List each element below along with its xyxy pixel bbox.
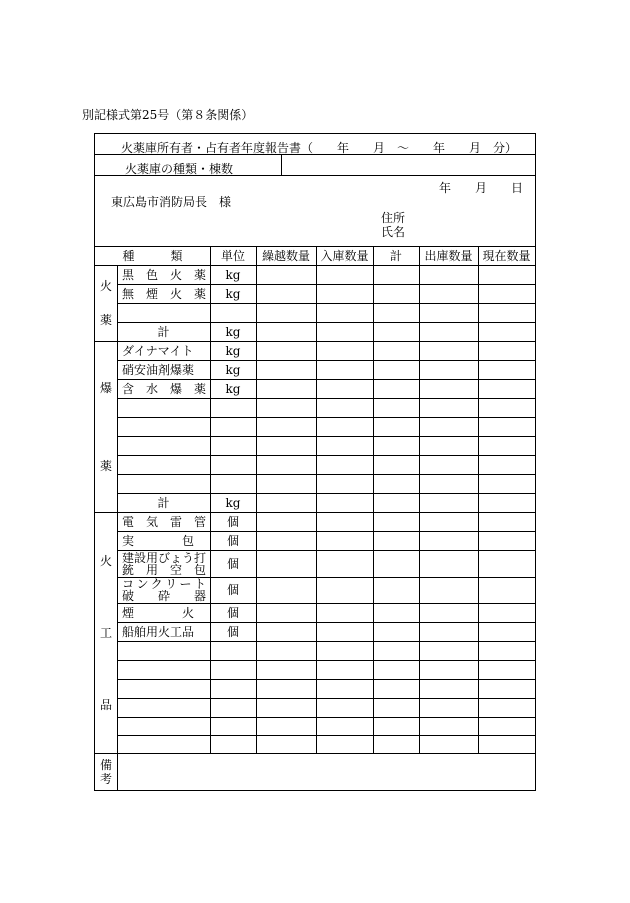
item-name: ダイナマイト: [122, 343, 194, 358]
item-unit: kg: [225, 343, 241, 358]
col-header-unit: 単位: [220, 248, 245, 263]
item-name: 黒 色 火 薬: [122, 267, 207, 282]
item-unit: 個: [226, 624, 239, 639]
item-unit: 個: [226, 533, 239, 548]
report-form: [94, 133, 536, 791]
item-unit: 個: [226, 583, 239, 597]
report-title: 火薬庫所有者・占有者年度報告書（ 年 月 〜 年 月 分）: [121, 141, 518, 155]
subtotal-unit: kg: [225, 324, 241, 339]
addressee: 東広島市消防局長 様: [111, 195, 232, 209]
subtotal-label: 計: [157, 324, 170, 339]
form-label: 別記様式第25号（第８条関係）: [82, 108, 254, 122]
item-name: 煙 火: [122, 605, 195, 620]
item-unit: 個: [226, 556, 239, 571]
report-date: 年 月 日: [439, 181, 524, 195]
section-label-pyrotechnics: 火 工 品: [99, 553, 112, 712]
col-header-total: 計: [389, 248, 402, 263]
item-name: 硝安油剤爆薬: [122, 362, 195, 377]
col-header-current: 現在数量: [482, 248, 531, 263]
remarks-field[interactable]: [117, 753, 535, 790]
item-name: 電 気 雷 管: [122, 514, 207, 529]
item-unit: 個: [226, 605, 239, 620]
item-name: 含 水 爆 薬: [122, 381, 207, 396]
item-name: 船舶用火工品: [122, 624, 195, 639]
col-header-carry: 繰越数量: [261, 248, 310, 263]
subtotal-label: 計: [157, 495, 170, 510]
item-name: コンクリート 破 砕 器: [122, 577, 206, 603]
section-label-gunpowder: 火 薬: [99, 279, 112, 327]
section-label-explosive: 爆 薬: [99, 380, 112, 473]
item-unit: kg: [225, 381, 241, 396]
remarks-label: 備 考: [99, 757, 112, 786]
name-label: 氏名: [381, 225, 406, 239]
item-name: 無 煙 火 薬: [122, 286, 207, 301]
address-label: 住所: [381, 211, 406, 225]
storehouse-label: 火薬庫の種類・棟数: [125, 162, 234, 176]
item-unit: kg: [225, 362, 241, 377]
subtotal-unit: kg: [225, 495, 241, 510]
col-header-type: 種 類: [122, 248, 183, 263]
item-unit: 個: [226, 514, 239, 529]
col-header-in: 入庫数量: [320, 248, 369, 263]
item-unit: kg: [225, 286, 241, 301]
item-name: 実 包: [122, 533, 195, 548]
col-header-out: 出庫数量: [424, 248, 473, 263]
item-name: 建設用びょう打 銃 用 空 包: [122, 550, 206, 577]
item-unit: kg: [225, 267, 241, 282]
